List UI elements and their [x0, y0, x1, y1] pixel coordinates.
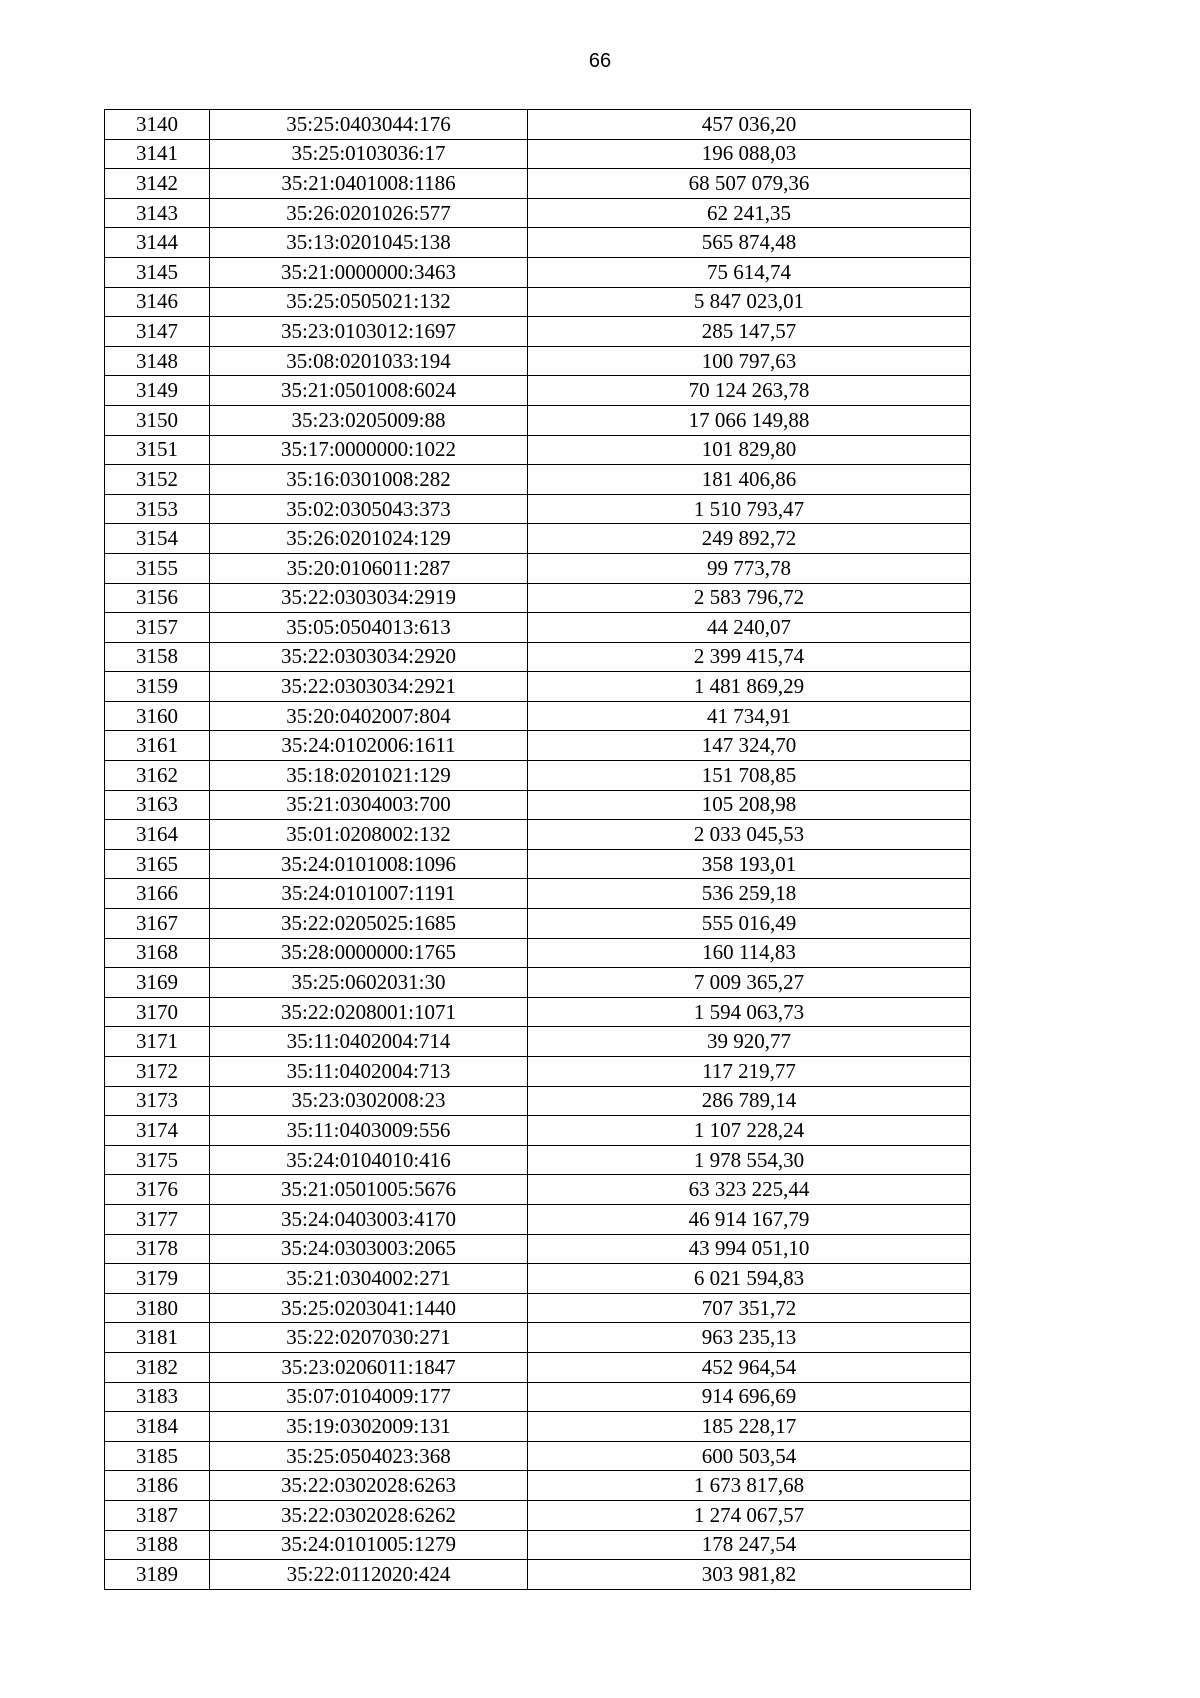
row-number-cell: 3172: [105, 1057, 210, 1087]
cadastral-number-cell: 35:02:0305043:373: [210, 494, 528, 524]
row-number-cell: 3174: [105, 1116, 210, 1146]
cadastral-value-cell: 105 208,98: [528, 790, 971, 820]
table-row: [105, 317, 971, 347]
cadastral-number-cell: 35:21:0501008:6024: [210, 376, 528, 406]
row-number-cell: 3177: [105, 1204, 210, 1234]
table-row: [105, 139, 971, 169]
cadastral-number-cell: 35:07:0104009:177: [210, 1382, 528, 1412]
cadastral-value-cell: 285 147,57: [528, 317, 971, 347]
cadastral-value-cell: 62 241,35: [528, 198, 971, 228]
table-row: [105, 1234, 971, 1264]
cadastral-number-cell: 35:24:0403003:4170: [210, 1204, 528, 1234]
cadastral-number-cell: 35:24:0101005:1279: [210, 1530, 528, 1560]
row-number-cell: 3150: [105, 405, 210, 435]
row-number-cell: 3179: [105, 1264, 210, 1294]
cadastral-number-cell: 35:22:0302028:6262: [210, 1500, 528, 1530]
row-number-cell: 3184: [105, 1412, 210, 1442]
row-number-cell: 3147: [105, 317, 210, 347]
table-row: [105, 761, 971, 791]
table-row: [105, 672, 971, 702]
table-row: [105, 1382, 971, 1412]
row-number-cell: 3175: [105, 1145, 210, 1175]
cadastral-value-cell: 914 696,69: [528, 1382, 971, 1412]
table-row: [105, 1352, 971, 1382]
cadastral-number-cell: 35:21:0000000:3463: [210, 257, 528, 287]
row-number-cell: 3188: [105, 1530, 210, 1560]
table-row: [105, 228, 971, 258]
table-row: [105, 849, 971, 879]
row-number-cell: 3158: [105, 642, 210, 672]
cadastral-number-cell: 35:25:0505021:132: [210, 287, 528, 317]
table-row: [105, 613, 971, 643]
cadastral-number-cell: 35:25:0504023:368: [210, 1441, 528, 1471]
table-row: [105, 790, 971, 820]
row-number-cell: 3186: [105, 1471, 210, 1501]
cadastral-number-cell: 35:23:0103012:1697: [210, 317, 528, 347]
cadastral-number-cell: 35:23:0302008:23: [210, 1086, 528, 1116]
table-row: [105, 405, 971, 435]
row-number-cell: 3152: [105, 465, 210, 495]
cadastral-number-cell: 35:23:0205009:88: [210, 405, 528, 435]
cadastral-number-cell: 35:20:0402007:804: [210, 701, 528, 731]
cadastral-number-cell: 35:22:0205025:1685: [210, 909, 528, 939]
cadastral-value-cell: 963 235,13: [528, 1323, 971, 1353]
table-row: [105, 879, 971, 909]
cadastral-value-cell: 707 351,72: [528, 1293, 971, 1323]
table-row: [105, 909, 971, 939]
cadastral-number-cell: 35:22:0208001:1071: [210, 997, 528, 1027]
table-row: [105, 376, 971, 406]
row-number-cell: 3165: [105, 849, 210, 879]
cadastral-number-cell: 35:21:0304003:700: [210, 790, 528, 820]
cadastral-value-cell: 178 247,54: [528, 1530, 971, 1560]
table-row: [105, 1145, 971, 1175]
table-row: [105, 968, 971, 998]
row-number-cell: 3145: [105, 257, 210, 287]
table-row: [105, 1471, 971, 1501]
cadastral-value-cell: 6 021 594,83: [528, 1264, 971, 1294]
table-row: [105, 110, 971, 140]
row-number-cell: 3163: [105, 790, 210, 820]
cadastral-number-cell: 35:25:0203041:1440: [210, 1293, 528, 1323]
cadastral-number-cell: 35:21:0304002:271: [210, 1264, 528, 1294]
row-number-cell: 3146: [105, 287, 210, 317]
cadastral-value-cell: 101 829,80: [528, 435, 971, 465]
cadastral-number-cell: 35:11:0402004:714: [210, 1027, 528, 1057]
table-row: [105, 1204, 971, 1234]
cadastral-value-cell: 2 033 045,53: [528, 820, 971, 850]
cadastral-number-cell: 35:11:0403009:556: [210, 1116, 528, 1146]
cadastral-number-cell: 35:08:0201033:194: [210, 346, 528, 376]
cadastral-value-cell: 100 797,63: [528, 346, 971, 376]
cadastral-number-cell: 35:26:0201024:129: [210, 524, 528, 554]
table-row: [105, 731, 971, 761]
cadastral-value-cell: 565 874,48: [528, 228, 971, 258]
table-row: [105, 701, 971, 731]
row-number-cell: 3182: [105, 1352, 210, 1382]
table-row: [105, 1323, 971, 1353]
cadastral-number-cell: 35:28:0000000:1765: [210, 938, 528, 968]
cadastral-number-cell: 35:24:0303003:2065: [210, 1234, 528, 1264]
row-number-cell: 3181: [105, 1323, 210, 1353]
table-row: [105, 1412, 971, 1442]
cadastral-value-cell: 99 773,78: [528, 553, 971, 583]
cadastral-number-cell: 35:25:0602031:30: [210, 968, 528, 998]
cadastral-value-cell: 70 124 263,78: [528, 376, 971, 406]
cadastral-value-cell: 44 240,07: [528, 613, 971, 643]
row-number-cell: 3144: [105, 228, 210, 258]
row-number-cell: 3168: [105, 938, 210, 968]
table-row: [105, 1530, 971, 1560]
row-number-cell: 3187: [105, 1500, 210, 1530]
cadastral-value-cell: 160 114,83: [528, 938, 971, 968]
cadastral-number-cell: 35:22:0303034:2919: [210, 583, 528, 613]
row-number-cell: 3183: [105, 1382, 210, 1412]
cadastral-value-cell: 46 914 167,79: [528, 1204, 971, 1234]
cadastral-value-cell: 555 016,49: [528, 909, 971, 939]
cadastral-number-cell: 35:24:0101008:1096: [210, 849, 528, 879]
row-number-cell: 3154: [105, 524, 210, 554]
row-number-cell: 3176: [105, 1175, 210, 1205]
cadastral-number-cell: 35:18:0201021:129: [210, 761, 528, 791]
row-number-cell: 3143: [105, 198, 210, 228]
cadastral-value-cell: 358 193,01: [528, 849, 971, 879]
cadastral-value-cell: 185 228,17: [528, 1412, 971, 1442]
table-row: [105, 642, 971, 672]
cadastral-value-cell: 286 789,14: [528, 1086, 971, 1116]
cadastral-value-cell: 1 481 869,29: [528, 672, 971, 702]
cadastral-value-cell: 2 399 415,74: [528, 642, 971, 672]
cadastral-number-cell: 35:22:0112020:424: [210, 1560, 528, 1590]
cadastral-number-cell: 35:16:0301008:282: [210, 465, 528, 495]
table-row: [105, 1086, 971, 1116]
row-number-cell: 3185: [105, 1441, 210, 1471]
cadastral-value-cell: 600 503,54: [528, 1441, 971, 1471]
row-number-cell: 3169: [105, 968, 210, 998]
row-number-cell: 3167: [105, 909, 210, 939]
row-number-cell: 3160: [105, 701, 210, 731]
cadastral-value-cell: 457 036,20: [528, 110, 971, 140]
cadastral-value-cell: 1 594 063,73: [528, 997, 971, 1027]
cadastral-value-cell: 1 673 817,68: [528, 1471, 971, 1501]
cadastral-number-cell: 35:24:0101007:1191: [210, 879, 528, 909]
row-number-cell: 3157: [105, 613, 210, 643]
cadastral-value-cell: 196 088,03: [528, 139, 971, 169]
cadastral-number-cell: 35:17:0000000:1022: [210, 435, 528, 465]
cadastral-number-cell: 35:24:0102006:1611: [210, 731, 528, 761]
row-number-cell: 3162: [105, 761, 210, 791]
cadastral-value-cell: 39 920,77: [528, 1027, 971, 1057]
table-row: [105, 169, 971, 199]
table-row: [105, 524, 971, 554]
row-number-cell: 3180: [105, 1293, 210, 1323]
row-number-cell: 3149: [105, 376, 210, 406]
table-row: [105, 938, 971, 968]
cadastral-value-cell: 2 583 796,72: [528, 583, 971, 613]
table-row: [105, 553, 971, 583]
row-number-cell: 3170: [105, 997, 210, 1027]
cadastral-value-cell: 7 009 365,27: [528, 968, 971, 998]
cadastral-value-cell: 452 964,54: [528, 1352, 971, 1382]
row-number-cell: 3173: [105, 1086, 210, 1116]
row-number-cell: 3155: [105, 553, 210, 583]
cadastral-number-cell: 35:23:0206011:1847: [210, 1352, 528, 1382]
row-number-cell: 3142: [105, 169, 210, 199]
table-row: [105, 257, 971, 287]
row-number-cell: 3140: [105, 110, 210, 140]
page-number: 66: [588, 50, 612, 72]
cadastral-number-cell: 35:05:0504013:613: [210, 613, 528, 643]
cadastral-value-cell: 41 734,91: [528, 701, 971, 731]
cadastral-value-cell: 1 978 554,30: [528, 1145, 971, 1175]
row-number-cell: 3156: [105, 583, 210, 613]
cadastral-number-cell: 35:22:0207030:271: [210, 1323, 528, 1353]
table-row: [105, 1264, 971, 1294]
table-row: [105, 1027, 971, 1057]
table-row: [105, 820, 971, 850]
cadastral-number-cell: 35:11:0402004:713: [210, 1057, 528, 1087]
row-number-cell: 3178: [105, 1234, 210, 1264]
cadastral-value-cell: 1 274 067,57: [528, 1500, 971, 1530]
cadastral-value-cell: 536 259,18: [528, 879, 971, 909]
row-number-cell: 3189: [105, 1560, 210, 1590]
cadastral-value-cell: 117 219,77: [528, 1057, 971, 1087]
cadastral-number-cell: 35:25:0403044:176: [210, 110, 528, 140]
cadastral-number-cell: 35:21:0401008:1186: [210, 169, 528, 199]
table-row: [105, 1116, 971, 1146]
table-row: [105, 1057, 971, 1087]
row-number-cell: 3166: [105, 879, 210, 909]
cadastral-value-cell: 147 324,70: [528, 731, 971, 761]
table-body: [105, 110, 971, 1590]
cadastral-number-cell: 35:20:0106011:287: [210, 553, 528, 583]
row-number-cell: 3151: [105, 435, 210, 465]
cadastral-number-cell: 35:13:0201045:138: [210, 228, 528, 258]
table-row: [105, 1293, 971, 1323]
cadastral-value-cell: 5 847 023,01: [528, 287, 971, 317]
cadastral-number-cell: 35:22:0303034:2921: [210, 672, 528, 702]
row-number-cell: 3171: [105, 1027, 210, 1057]
cadastral-value-cell: 43 994 051,10: [528, 1234, 971, 1264]
cadastral-number-cell: 35:21:0501005:5676: [210, 1175, 528, 1205]
cadastral-number-cell: 35:19:0302009:131: [210, 1412, 528, 1442]
cadastral-number-cell: 35:24:0104010:416: [210, 1145, 528, 1175]
row-number-cell: 3153: [105, 494, 210, 524]
cadastral-value-cell: 1 510 793,47: [528, 494, 971, 524]
cadastral-value-cell: 181 406,86: [528, 465, 971, 495]
cadastral-number-cell: 35:22:0303034:2920: [210, 642, 528, 672]
row-number-cell: 3164: [105, 820, 210, 850]
cadastral-value-cell: 17 066 149,88: [528, 405, 971, 435]
table-row: [105, 346, 971, 376]
cadastral-value-cell: 63 323 225,44: [528, 1175, 971, 1205]
table-row: [105, 287, 971, 317]
table-row: [105, 1560, 971, 1590]
table-row: [105, 1441, 971, 1471]
table-row: [105, 1500, 971, 1530]
table-row: [105, 494, 971, 524]
table-row: [105, 435, 971, 465]
cadastral-number-cell: 35:22:0302028:6263: [210, 1471, 528, 1501]
row-number-cell: 3161: [105, 731, 210, 761]
cadastral-number-cell: 35:01:0208002:132: [210, 820, 528, 850]
cadastral-value-table: [104, 109, 971, 1590]
cadastral-value-cell: 75 614,74: [528, 257, 971, 287]
cadastral-value-cell: 68 507 079,36: [528, 169, 971, 199]
table-row: [105, 583, 971, 613]
table-row: [105, 198, 971, 228]
row-number-cell: 3148: [105, 346, 210, 376]
cadastral-number-cell: 35:25:0103036:17: [210, 139, 528, 169]
table-row: [105, 997, 971, 1027]
cadastral-number-cell: 35:26:0201026:577: [210, 198, 528, 228]
cadastral-value-cell: 303 981,82: [528, 1560, 971, 1590]
cadastral-value-cell: 151 708,85: [528, 761, 971, 791]
row-number-cell: 3141: [105, 139, 210, 169]
table-row: [105, 1175, 971, 1205]
cadastral-value-cell: 249 892,72: [528, 524, 971, 554]
cadastral-value-cell: 1 107 228,24: [528, 1116, 971, 1146]
row-number-cell: 3159: [105, 672, 210, 702]
table-row: [105, 465, 971, 495]
